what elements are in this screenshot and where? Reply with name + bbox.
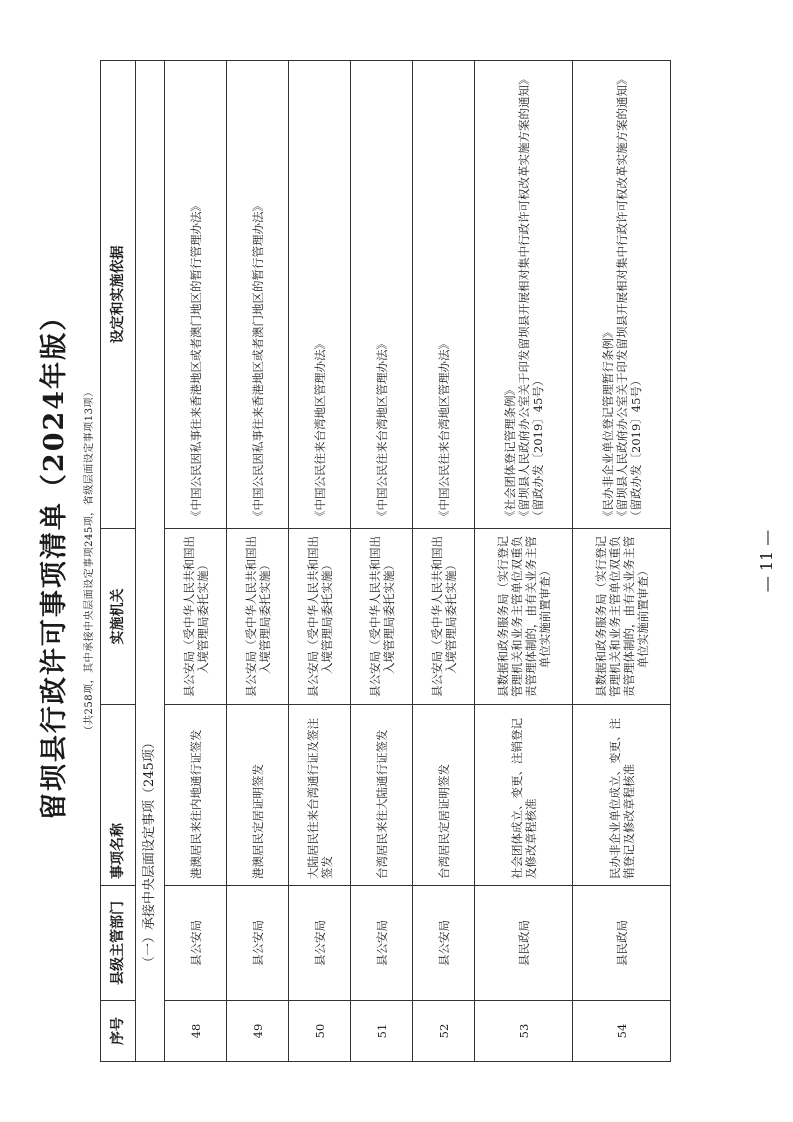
table-row [573, 61, 671, 1062]
row-number: 49 [227, 1001, 289, 1062]
row-department: 县公安局 [289, 886, 351, 1001]
row-implementing-agency: 县公安局（受中华人民共和国出入境管理局委托实施） [351, 529, 413, 705]
row-number: 54 [573, 1001, 671, 1062]
document-subtitle: （共258项，其中承接中央层面设定事项245项，省级层面设定事项13项） [84, 386, 95, 736]
basis-line: 《中国公民因私事往来香港地区或者澳门地区的暂行管理办法》 [188, 200, 203, 522]
table-row [351, 61, 413, 1062]
row-number: 51 [351, 1001, 413, 1062]
row-item-name: 大陆居民往来台湾通行证及签注签发 [289, 705, 351, 886]
basis-line: 《留坝县人民政府办公室关于印发留坝县开展相对集中行政许可权改革实施方案的通知》（留政办发〔2019〕45号） [516, 73, 545, 522]
table-header-row [101, 61, 136, 1062]
row-item-name: 港澳居民来往内地通行证签发 [165, 705, 227, 886]
page-number: — 11 — [757, 529, 776, 593]
header-number: 序号 [101, 1001, 136, 1062]
section-row [136, 61, 165, 1062]
row-implementing-agency: 县数据和政务服务局（实行登记管理机关和业务主管单位双重负责管理体制的，由有关业务主管单位实施前置审查） [573, 529, 671, 705]
row-number: 53 [475, 1001, 573, 1062]
row-basis [475, 61, 573, 529]
basis-line: 《社会团体登记管理条例》 [502, 384, 517, 522]
basis-line: 《中国公民因私事往来香港地区或者澳门地区的暂行管理办法》 [250, 200, 265, 522]
basis-line: 《中国公民往来台湾地区管理办法》 [436, 338, 451, 522]
row-department: 县民政局 [573, 886, 671, 1001]
table-row [413, 61, 475, 1062]
row-item-name: 台湾居民定居证明签发 [413, 705, 475, 886]
permit-table [100, 60, 671, 1062]
row-number: 52 [413, 1001, 475, 1062]
basis-line: 《留坝县人民政府办公室关于印发留坝县开展相对集中行政许可权改革实施方案的通知》（留政办发〔2019〕45号） [614, 73, 643, 522]
document-title: 留坝县行政许可事项清单（2024年版） [39, 301, 70, 821]
row-basis [351, 61, 413, 529]
section-label: （一）承接中央层面设定事项（245项） [136, 61, 165, 1062]
row-basis [227, 61, 289, 529]
row-basis [289, 61, 351, 529]
row-department: 县公安局 [227, 886, 289, 1001]
row-implementing-agency: 县公安局（受中华人民共和国出入境管理局委托实施） [413, 529, 475, 705]
header-item-name: 事项名称 [101, 705, 136, 886]
row-implementing-agency: 县公安局（受中华人民共和国出入境管理局委托实施） [289, 529, 351, 705]
row-item-name: 社会团体成立、变更、注销登记及修改章程核准 [475, 705, 573, 886]
row-implementing-agency: 县公安局（受中华人民共和国出入境管理局委托实施） [165, 529, 227, 705]
row-basis [413, 61, 475, 529]
basis-line: 《中国公民往来台湾地区管理办法》 [374, 338, 389, 522]
basis-line: 《民办非企业单位登记管理暂行条例》 [600, 326, 615, 522]
row-department: 县公安局 [351, 886, 413, 1001]
row-implementing-agency: 县公安局（受中华人民共和国出入境管理局委托实施） [227, 529, 289, 705]
row-department: 县民政局 [475, 886, 573, 1001]
row-item-name: 台湾居民来往大陆通行证签发 [351, 705, 413, 886]
row-department: 县公安局 [413, 886, 475, 1001]
table-row [227, 61, 289, 1062]
table-row [289, 61, 351, 1062]
row-number: 48 [165, 1001, 227, 1062]
header-department: 县级主管部门 [101, 886, 136, 1001]
row-item-name: 民办非企业单位成立、变更、注销登记及修改章程核准 [573, 705, 671, 886]
basis-line: 《中国公民往来台湾地区管理办法》 [312, 338, 327, 522]
table-row [475, 61, 573, 1062]
row-basis [573, 61, 671, 529]
row-number: 50 [289, 1001, 351, 1062]
row-implementing-agency: 县数据和政务服务局（实行登记管理机关和业务主管单位双重负责管理体制的，由有关业务主管单位实施前置审查） [475, 529, 573, 705]
row-basis [165, 61, 227, 529]
header-basis: 设定和实施依据 [101, 61, 136, 529]
header-implementing-agency: 实施机关 [101, 529, 136, 705]
row-item-name: 港澳居民定居证明签发 [227, 705, 289, 886]
row-department: 县公安局 [165, 886, 227, 1001]
table-row [165, 61, 227, 1062]
